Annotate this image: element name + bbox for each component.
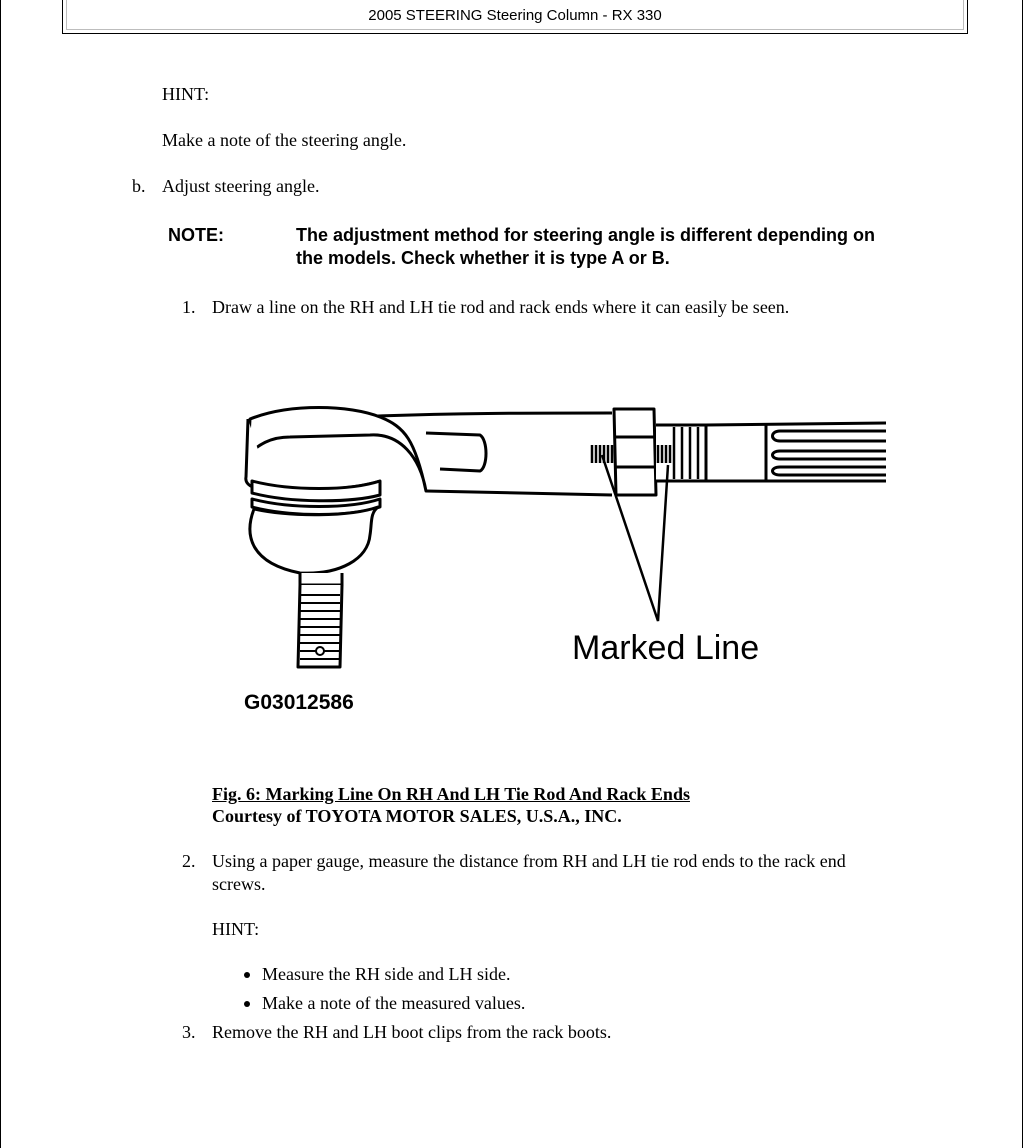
figure-code: G03012586 — [244, 691, 354, 714]
step-2-marker: 2. — [182, 851, 196, 871]
marked-line-label: Marked Line — [572, 629, 760, 667]
bullet-item-2: Make a note of the measured values. — [262, 993, 526, 1013]
page-edge-right — [1022, 0, 1023, 1148]
tie-rod-illustration — [230, 395, 910, 725]
hint-label: HINT: — [162, 84, 210, 104]
tie-rod-drawing — [230, 395, 910, 725]
step-2-line-1: Using a paper gauge, measure the distance from RH and LH tie rod ends to the rack end — [212, 851, 846, 871]
bullet-dot — [244, 972, 250, 978]
step-b-marker: b. — [132, 176, 146, 196]
step-1-text: Draw a line on the RH and LH tie rod and rack ends where it can easily be seen. — [212, 297, 790, 317]
stud-hole — [316, 647, 324, 655]
step-1-marker: 1. — [182, 297, 196, 317]
note-line-2: the models. Check whether it is type A or B. — [296, 248, 670, 268]
step-2-line-2: screws. — [212, 874, 266, 894]
step-3-marker: 3. — [182, 1022, 196, 1042]
note-line-1: The adjustment method for steering angle is different depending on — [296, 225, 876, 245]
bullet-dot — [244, 1001, 250, 1007]
page-edge-left — [0, 0, 1, 1148]
header-inner-frame — [66, 0, 964, 30]
step-2-hint-label: HINT: — [212, 919, 260, 939]
header-title: 2005 STEERING Steering Column - RX 330 — [368, 7, 662, 24]
bullet-item-1: Measure the RH side and LH side. — [262, 964, 511, 984]
note-label: NOTE: — [168, 225, 224, 245]
step-3-text: Remove the RH and LH boot clips from the rack boots. — [212, 1022, 612, 1042]
hint-text: Make a note of the steering angle. — [162, 130, 407, 150]
figure-caption-link[interactable]: Fig. 6: Marking Line On RH And LH Tie Rod And Rack Ends — [212, 784, 690, 804]
figure-courtesy: Courtesy of TOYOTA MOTOR SALES, U.S.A., INC. — [212, 806, 622, 826]
step-b-text: Adjust steering angle. — [162, 176, 320, 196]
page-header — [62, 0, 968, 34]
